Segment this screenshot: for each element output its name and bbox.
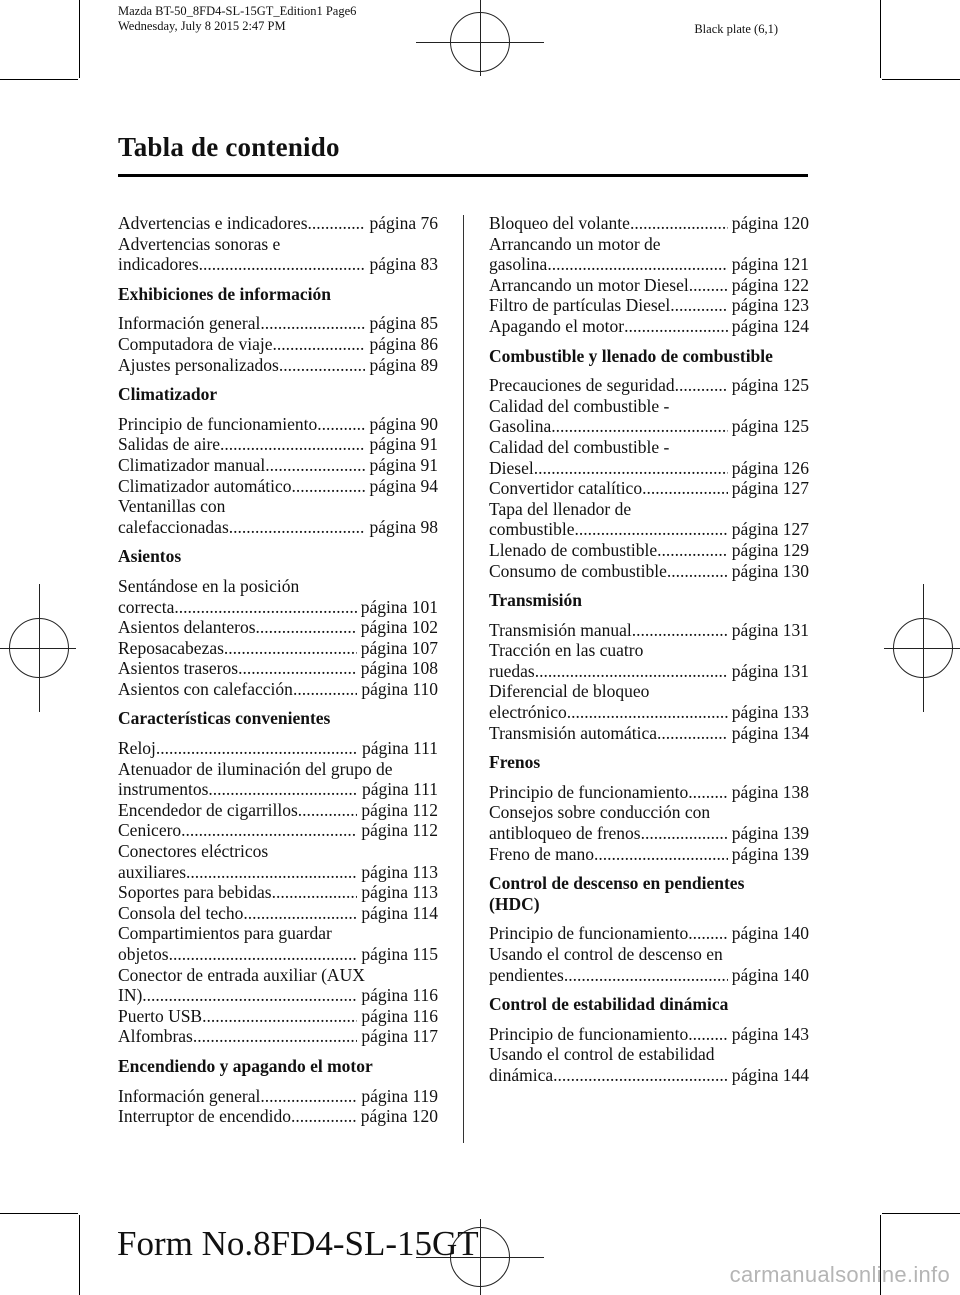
toc-entry-title: Arrancando un motor Diesel: [489, 274, 689, 295]
dot-leader: [553, 1065, 728, 1086]
toc-entry[interactable]: [489, 478, 809, 499]
toc-entry[interactable]: [489, 702, 809, 723]
toc-entry-title: Precauciones de seguridad: [489, 375, 675, 396]
dot-leader: [142, 985, 357, 1006]
toc-entry[interactable]: [489, 782, 809, 803]
dot-leader: [657, 540, 728, 561]
toc-entry[interactable]: [489, 844, 809, 865]
toc-entry-title: electrónico: [489, 702, 567, 723]
toc-entry[interactable]: [118, 355, 438, 376]
toc-entry-title: IN): [118, 985, 143, 1006]
toc-entry-page: página 102: [360, 617, 438, 638]
toc-entry-page: página 111: [362, 738, 438, 759]
toc-entry-title: Encendedor de cigarrillos: [118, 799, 298, 820]
toc-right-column: [489, 213, 809, 1086]
toc-entry-title: Bloqueo del volante: [489, 213, 630, 233]
toc-entry[interactable]: [489, 458, 809, 479]
toc-entry[interactable]: [489, 823, 809, 844]
toc-entry[interactable]: [118, 434, 438, 455]
toc-entry-line: Usando el control de estabilidad: [489, 1044, 715, 1065]
section-heading: Frenos: [489, 752, 541, 773]
dot-leader: [534, 458, 728, 479]
dot-leader: [594, 844, 728, 865]
dot-leader: [272, 882, 358, 903]
toc-entry[interactable]: [118, 820, 438, 841]
dot-leader: [551, 416, 728, 437]
toc-entry-title: Asientos con calefacción: [118, 678, 293, 699]
toc-entry-title: Ajustes personalizados: [118, 354, 279, 375]
dot-leader: [641, 823, 728, 844]
dot-leader: [317, 414, 365, 435]
toc-entry-line: Sentándose en la posición: [118, 575, 300, 596]
toc-entry-title: Principio de funcionamiento: [489, 781, 689, 802]
dot-leader: [273, 334, 366, 355]
dot-leader: [630, 213, 728, 234]
toc-entry-title: correcta: [118, 596, 175, 617]
toc-entry-title: gasolina: [489, 254, 548, 275]
toc-entry-title: dinámica: [489, 1064, 554, 1085]
toc-entry[interactable]: [118, 213, 438, 234]
toc-entry-page: página 144: [731, 1064, 809, 1085]
toc-entry-title: Reloj: [118, 738, 156, 759]
toc-entry-page: página 116: [361, 985, 438, 1006]
section-heading: (HDC): [489, 893, 540, 914]
dot-leader: [260, 1086, 357, 1107]
toc-entry[interactable]: [489, 316, 809, 337]
toc-entry-page: página 120: [360, 1106, 438, 1127]
form-number: Form No.8FD4-SL-15GT: [117, 1224, 479, 1263]
toc-entry[interactable]: [489, 254, 809, 275]
toc-entry-title: Computadora de viaje: [118, 333, 273, 354]
dot-leader: [564, 965, 728, 986]
toc-entry[interactable]: [118, 903, 438, 924]
toc-entry[interactable]: [118, 1106, 438, 1127]
toc-entry-title: Puerto USB: [118, 1005, 203, 1026]
dot-leader: [202, 1006, 357, 1027]
toc-entry-title: Asientos traseros: [118, 658, 239, 679]
dot-leader: [688, 782, 727, 803]
toc-entry[interactable]: [489, 213, 809, 234]
toc-entry[interactable]: [489, 661, 809, 682]
toc-entry-page: página 94: [369, 475, 438, 496]
toc-entry-title: Consumo de combustible: [489, 560, 667, 581]
toc-entry-title: instrumentos: [118, 779, 209, 800]
toc-entry-page: página 127: [731, 519, 809, 540]
toc-entry-page: página 122: [731, 274, 809, 295]
toc-entry-page: página 115: [361, 944, 438, 964]
toc-entry-page: página 110: [361, 678, 438, 699]
dot-leader: [547, 254, 727, 275]
dot-leader: [689, 275, 728, 296]
toc-entry[interactable]: [489, 275, 809, 296]
dot-leader: [632, 620, 728, 641]
dot-leader: [243, 903, 357, 924]
toc-left-column: [118, 213, 438, 1127]
toc-entry-page: página 111: [362, 779, 438, 800]
dot-leader: [298, 800, 358, 821]
section-heading: Asientos: [118, 546, 182, 567]
toc-entry[interactable]: [489, 416, 809, 437]
toc-entry[interactable]: [489, 1065, 809, 1086]
toc-entry-page: página 134: [731, 722, 809, 743]
toc-entry[interactable]: [118, 313, 438, 334]
section-heading: Control de descenso en pendientes: [489, 873, 745, 894]
toc-entry-page: página 140: [731, 964, 809, 985]
toc-entry-title: antibloqueo de frenos: [489, 823, 641, 844]
section-heading: Transmisión: [489, 590, 583, 611]
toc-entry-title: Consola del techo: [118, 902, 244, 923]
toc-entry-page: página 91: [369, 434, 438, 455]
toc-entry-line: Advertencias sonoras e: [118, 233, 281, 254]
toc-entry-title: pendientes: [489, 964, 564, 985]
toc-entry[interactable]: [118, 679, 438, 700]
toc-entry[interactable]: [118, 617, 438, 638]
toc-entry-page: página 83: [369, 254, 438, 275]
toc-entry-line: Compartimientos para guardar: [118, 923, 332, 944]
toc-entry-line: Conector de entrada auxiliar (AUX: [118, 964, 365, 985]
toc-entry-page: página 119: [361, 1085, 438, 1106]
toc-entry-title: Cenicero: [118, 820, 182, 841]
toc-entry-page: página 138: [731, 781, 809, 802]
dot-leader: [670, 295, 727, 316]
toc-entry-line: Diferencial de bloqueo: [489, 681, 650, 702]
toc-entry-page: página 117: [361, 1026, 438, 1047]
toc-entry-page: página 121: [731, 254, 809, 275]
dot-leader: [156, 738, 358, 759]
toc-entry-title: Climatizador automático: [118, 475, 292, 496]
toc-entry-line: Tracción en las cuatro: [489, 640, 644, 661]
dot-leader: [199, 254, 366, 275]
toc-entry-title: auxiliares: [118, 861, 187, 882]
dot-leader: [260, 313, 365, 334]
toc-entry-title: Convertidor catalítico: [489, 478, 643, 499]
dot-leader: [220, 434, 365, 455]
toc-entry-page: página 98: [369, 516, 438, 537]
section-heading: Combustible y llenado de combustible: [489, 345, 773, 366]
toc-entry[interactable]: [118, 1026, 438, 1047]
toc-entry-title: Principio de funcionamiento: [489, 923, 689, 944]
dot-leader: [224, 638, 357, 659]
dot-leader: [174, 597, 356, 618]
dot-leader: [265, 455, 365, 476]
title-rule: [118, 174, 808, 177]
toc-entry-title: Filtro de partículas Diesel: [489, 295, 671, 316]
toc-entry[interactable]: [118, 1006, 438, 1027]
toc-entry-title: objetos: [118, 944, 169, 964]
toc-entry-page: página 85: [369, 313, 438, 334]
toc-entry-page: página 123: [731, 295, 809, 316]
toc-entry-page: página 89: [369, 354, 438, 375]
toc-entry[interactable]: [118, 455, 438, 476]
toc-entry[interactable]: [489, 923, 809, 944]
toc-entry[interactable]: [489, 375, 809, 396]
toc-entry-page: página 133: [731, 702, 809, 723]
toc-entry[interactable]: [118, 597, 438, 618]
toc-entry-line: Consejos sobre conducción con: [489, 802, 711, 823]
toc-entry-page: página 130: [731, 560, 809, 581]
toc-entry-page: página 90: [369, 413, 438, 434]
column-divider: [463, 215, 464, 1143]
toc-entry-line: Usando el control de descenso en: [489, 944, 723, 964]
toc-entry[interactable]: [118, 1086, 438, 1107]
dot-leader: [256, 617, 357, 638]
page-title: Tabla de contenido: [118, 132, 340, 162]
toc-entry[interactable]: [489, 723, 809, 744]
toc-entry-page: página 140: [731, 923, 809, 944]
toc-entry-title: ruedas: [489, 660, 535, 681]
toc-entry-title: Asientos delanteros: [118, 617, 256, 638]
toc-entry[interactable]: [118, 254, 438, 275]
toc-entry-line: Atenuador de iluminación del grupo de: [118, 758, 393, 779]
toc-entry[interactable]: [489, 295, 809, 316]
toc-entry[interactable]: [118, 738, 438, 759]
toc-entry-line: Calidad del combustible -: [489, 395, 670, 416]
toc-entry-title: Diesel: [489, 457, 534, 478]
toc-entry-page: página 86: [369, 333, 438, 354]
dot-leader: [567, 702, 728, 723]
dot-leader: [279, 355, 366, 376]
toc-entry-page: página 91: [369, 454, 438, 475]
dot-leader: [667, 561, 728, 582]
toc-entry-title: Información general: [118, 1085, 261, 1106]
toc-entry-page: página 114: [361, 902, 438, 923]
toc-entry-page: página 107: [360, 637, 438, 658]
toc-entry-page: página 108: [360, 658, 438, 679]
dot-leader: [642, 478, 728, 499]
toc-entry-page: página 126: [731, 457, 809, 478]
toc-entry[interactable]: [118, 638, 438, 659]
toc-entry-title: combustible: [489, 519, 575, 540]
toc-entry[interactable]: [118, 985, 438, 1006]
plate-label: Black plate (6,1): [694, 22, 778, 36]
toc-entry-page: página 131: [731, 619, 809, 640]
toc-entry-line: Conectores eléctricos: [118, 841, 269, 862]
section-heading: Exhibiciones de información: [118, 283, 331, 304]
dot-leader: [657, 723, 728, 744]
toc-entry-page: página 139: [731, 823, 809, 844]
toc-entry-page: página 112: [361, 820, 438, 841]
dot-leader: [292, 476, 366, 497]
toc-entry-line: Calidad del combustible -: [489, 436, 670, 457]
toc-entry-title: Climatizador manual: [118, 454, 266, 475]
toc-entry[interactable]: [118, 476, 438, 497]
dot-leader: [575, 519, 728, 540]
toc-entry-page: página 113: [361, 882, 438, 903]
dot-leader: [308, 213, 366, 234]
dot-leader: [291, 1106, 357, 1127]
toc-entry[interactable]: [489, 561, 809, 582]
toc-entry[interactable]: [118, 944, 438, 965]
toc-entry-title: Interruptor de encendido: [118, 1106, 291, 1127]
toc-entry-page: página 143: [731, 1023, 809, 1044]
toc-entry-title: Transmisión manual: [489, 619, 632, 640]
dot-leader: [293, 679, 357, 700]
site-watermark: carmanualsonline.info: [729, 1262, 950, 1287]
toc-entry-title: Soportes para bebidas: [118, 882, 272, 903]
dot-leader: [229, 517, 366, 538]
toc-entry-page: página 120: [731, 213, 809, 233]
toc-entry-page: página 125: [731, 375, 809, 396]
dot-leader: [181, 820, 357, 841]
toc-entry-title: Gasolina: [489, 416, 552, 437]
toc-entry-page: página 125: [731, 416, 809, 437]
toc-entry-title: Transmisión automática: [489, 722, 658, 743]
toc-entry-page: página 112: [361, 799, 438, 820]
toc-entry[interactable]: [118, 800, 438, 821]
toc-entry-title: Reposacabezas: [118, 637, 224, 658]
section-heading: Encendiendo y apagando el motor: [118, 1055, 373, 1076]
toc-entry-line: Arrancando un motor de: [489, 233, 661, 254]
toc-entry-line: Ventanillas con: [118, 496, 226, 517]
section-heading: Climatizador: [118, 384, 218, 405]
toc-entry-title: calefaccionadas: [118, 516, 229, 537]
toc-entry-title: Salidas de aire: [118, 434, 221, 455]
toc-entry-page: página 113: [361, 861, 438, 882]
toc-entry-title: Llenado de combustible: [489, 539, 658, 560]
toc-entry[interactable]: [489, 519, 809, 540]
toc-entry-page: página 127: [731, 478, 809, 499]
toc-entry[interactable]: [118, 862, 438, 883]
toc-entry[interactable]: [489, 965, 809, 986]
dot-leader: [675, 375, 728, 396]
dot-leader: [535, 661, 728, 682]
toc-entry[interactable]: [489, 620, 809, 641]
toc-entry-title: Principio de funcionamiento: [489, 1023, 689, 1044]
dot-leader: [624, 316, 728, 337]
toc-entry-page: página 124: [731, 315, 809, 336]
toc-entry[interactable]: [489, 540, 809, 561]
dot-leader: [238, 658, 357, 679]
slug-line-2: Wednesday, July 8 2015 2:47 PM: [118, 19, 286, 33]
toc-entry[interactable]: [118, 882, 438, 903]
toc-entry-page: página 131: [731, 660, 809, 681]
toc-entry-page: página 76: [369, 213, 438, 233]
toc-entry[interactable]: [118, 517, 438, 538]
toc-entry-title: indicadores: [118, 254, 199, 275]
toc-entry-title: Advertencias e indicadores: [118, 213, 308, 233]
dot-leader: [169, 944, 358, 965]
toc-entry-page: página 116: [361, 1005, 438, 1026]
toc-entry-title: Información general: [118, 313, 261, 334]
toc-entry-page: página 139: [731, 843, 809, 864]
toc-entry-page: página 101: [360, 596, 438, 617]
toc-entry[interactable]: [118, 414, 438, 435]
toc-entry-title: Alfombras: [118, 1026, 193, 1047]
toc-entry-title: Apagando el motor: [489, 315, 625, 336]
toc-entry[interactable]: [489, 1024, 809, 1045]
toc-entry-page: página 129: [731, 539, 809, 560]
toc-entry[interactable]: [118, 658, 438, 679]
toc-entry[interactable]: [118, 779, 438, 800]
dot-leader: [186, 862, 357, 883]
dot-leader: [688, 923, 727, 944]
toc-entry-line: Tapa del llenador de: [489, 498, 632, 519]
section-heading: Características convenientes: [118, 708, 331, 729]
dot-leader: [193, 1026, 358, 1047]
dot-leader: [688, 1024, 727, 1045]
dot-leader: [208, 779, 358, 800]
section-heading: Control de estabilidad dinámica: [489, 994, 729, 1015]
slug-line-1: Mazda BT-50_8FD4-SL-15GT_Edition1 Page6: [118, 4, 357, 18]
toc-entry-title: Freno de mano: [489, 843, 594, 864]
toc-entry[interactable]: [118, 334, 438, 355]
toc-entry-title: Principio de funcionamiento: [118, 413, 318, 434]
printer-slug: [118, 4, 356, 34]
